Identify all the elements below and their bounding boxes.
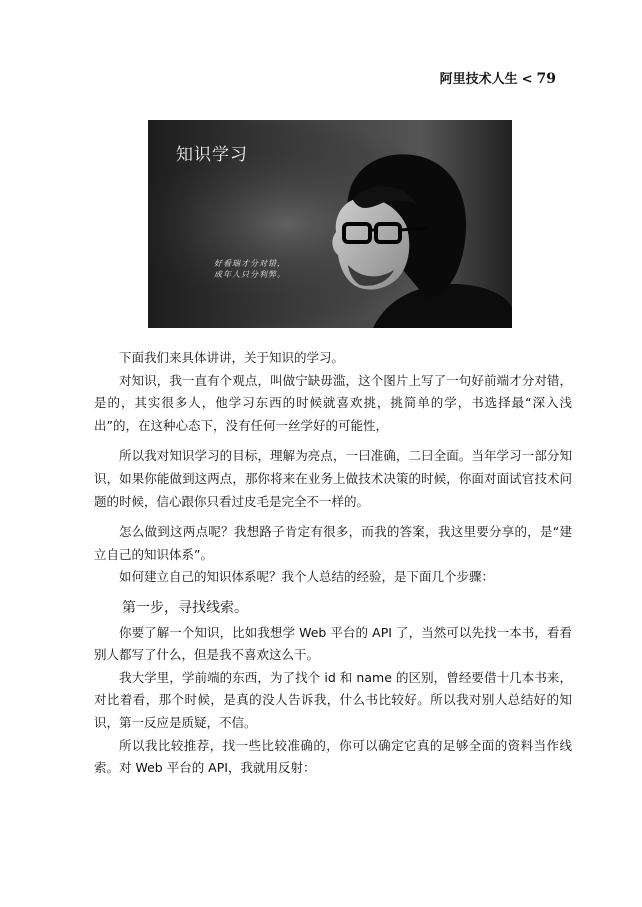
- header-separator: <: [521, 72, 533, 87]
- paragraph: 所以我比较推荐，找一些比较准确的，你可以确定它真的足够全面的资料当作线索。对 Web 平台的 API，我就用反射：: [94, 737, 572, 776]
- running-title: 阿里技术人生: [439, 72, 518, 87]
- body-text: [94, 347, 572, 780]
- running-header: [440, 68, 556, 87]
- section-heading: 第一步，寻找线索。: [122, 599, 248, 616]
- paragraph: 如何建立自己的知识体系呢？我个人总结的经验，是下面几个步骤：: [119, 569, 495, 585]
- paragraph: 下面我们来具体讲讲，关于知识的学习。: [119, 350, 345, 365]
- paragraph: 所以我对知识学习的目标，理解为亮点，一曰准确，二曰全面。当年学习一部分知识，如果你能做到这两点，那你将来在业务上做技术决策的时候，你面对面试官技术问题的时候，信心跟你只看过皮毛是完全不一样的。: [94, 448, 572, 509]
- figure-photo: [148, 120, 512, 328]
- figure-quote: 好看瑞才分对错， 成年人只分利弊。: [214, 259, 286, 279]
- paragraph: 怎么做到这两点呢？我想路子肯定有很多，而我的答案，我这里要分享的，是“建立自己的知识体系”。: [94, 524, 572, 562]
- figure-title: 知识学习: [176, 145, 248, 165]
- paragraph: 我大学里，学前端的东西，为了找个 id 和 name 的区别，曾经要借十几本书来，对比着看，那个时候，是真的没人告诉我，什么书比较好。所以我对别人总结好的知识，第一反应是质疑，不信。: [94, 669, 572, 730]
- paragraph: 你要了解一个知识，比如我想学 Web 平台的 API 了，当然可以先找一本书，看看别人都写了什么，但是我不喜欢这么干。: [94, 624, 572, 663]
- page-number: 79: [536, 71, 556, 87]
- paragraph: 对知识，我一直有个观点，叫做宁缺毋滥，这个图片上写了一句好前端才分对错，是的，其实很多人，他学习东西的时候就喜欢挑，挑简单的学，书选择最“深入浅出”的，在这种心态下，没有任何一丝学好的可能性，: [94, 372, 572, 433]
